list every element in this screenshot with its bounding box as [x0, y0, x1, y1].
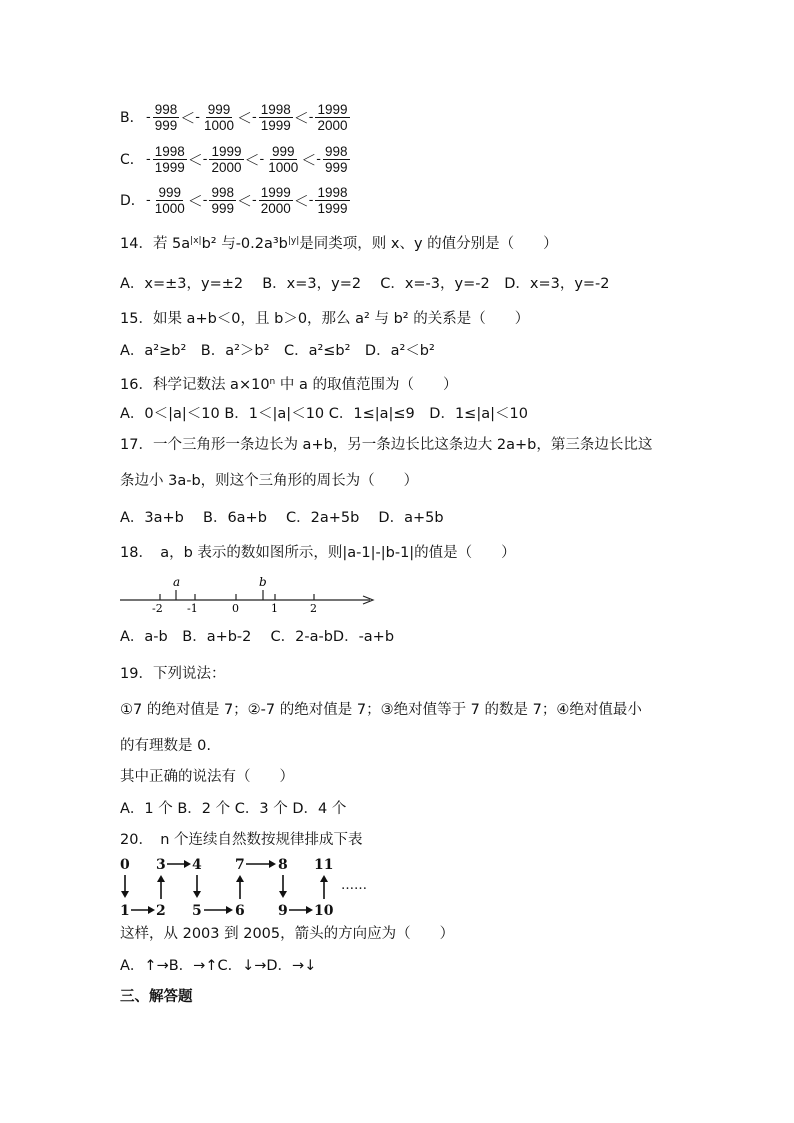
fraction: $\frac{1998}{1999}$: [317, 184, 348, 216]
q18-stem: 18． a，b 表示的数如图所示，则|a-1|-|b-1|的值是（ ）: [120, 545, 516, 561]
fraction: $\frac{999}{1000}$: [154, 184, 185, 216]
table-number: 3: [156, 857, 166, 873]
q20-stem: 20． n 个连续自然数按规律排成下表: [120, 832, 363, 848]
fraction: $\frac{1999}{2000}$: [317, 101, 348, 133]
q14-stem: 14．若 $5a^{|x|}b^2$ 与$-0.2a^3b^{|y|}$是同类项，则 x、y 的值分别是（ ）: [120, 236, 558, 252]
arrow-table: [116, 853, 386, 919]
q13-option-b: B． - $\frac{998}{999}$ ＜ - $\frac{999}{1000}$ ＜ - $\frac{1998}{1999}$ ＜ - $\frac{1999}{2000}$: [120, 101, 348, 133]
tick-label: 1: [271, 602, 278, 614]
table-number: 1: [120, 903, 130, 919]
table-number: 11: [314, 857, 334, 873]
fraction: $\frac{1998}{1999}$: [260, 101, 291, 133]
table-number: 6: [235, 903, 245, 919]
fraction: $\frac{999}{1000}$: [268, 143, 299, 175]
fraction: $\frac{998}{999}$: [154, 101, 178, 133]
option-label: B．: [120, 110, 144, 126]
point-a-label: a: [173, 575, 181, 589]
q20-options: A．↑→B．→↑C．↓→D．→↓: [120, 958, 317, 974]
table-number: 10: [314, 903, 334, 919]
q17-line2: 条边小 3a-b，则这个三角形的周长为（ ）: [120, 473, 419, 489]
table-number: 8: [278, 857, 288, 873]
fraction: $\frac{1999}{2000}$: [260, 184, 291, 216]
fraction: $\frac{1998}{1999}$: [154, 143, 185, 175]
q20-line1: 这样，从 2003 到 2005，箭头的方向应为（ ）: [120, 926, 455, 942]
table-number: 9: [278, 903, 288, 919]
q17-options: A．3a+b B．6a+b C．2a+5b D．a+5b: [120, 510, 444, 526]
point-b-label: b: [259, 575, 267, 589]
option-label: D．: [120, 193, 145, 209]
q16-stem: 16．科学记数法 $a\times 10^n$ 中 a 的取值范围为（ ）: [120, 377, 458, 393]
table-number: 5: [192, 903, 202, 919]
tick-label: 2: [310, 602, 317, 614]
q19-line2: 的有理数是 0.: [120, 738, 211, 754]
table-number: 7: [235, 857, 245, 873]
q16-options: A．0＜|a|＜10 B．1＜|a|＜10 C．1≤|a|≤9 D．1≤|a|＜10: [120, 406, 528, 422]
q19-line3: 其中正确的说法有（ ）: [120, 769, 294, 785]
q14-options: A．x=±3，y=±2 B．x=3，y=2 C．x=-3，y=-2 D．x=3，y=-2: [120, 276, 610, 292]
tick-label: -2: [152, 602, 163, 614]
q13-option-c: C． - $\frac{1998}{1999}$ ＜ - $\frac{1999}{2000}$ ＜ - $\frac{999}{1000}$ ＜ - $\frac{998}{999}$: [120, 143, 348, 175]
arrow-table-figure: [116, 853, 386, 923]
ellipsis: ……: [341, 878, 367, 893]
q19-line1: ①7 的绝对值是 7；②-7 的绝对值是 7；③绝对值等于 7 的数是 7；④绝对值最小: [120, 702, 642, 718]
q18-options: A．a-b B．a+b-2 C．2-a-bD．-a+b: [120, 629, 395, 645]
table-number: 2: [156, 903, 166, 919]
section-heading: 三、解答题: [120, 989, 193, 1005]
q13-option-d: D． - $\frac{999}{1000}$ ＜ - $\frac{998}{999}$ ＜ - $\frac{1999}{2000}$ ＜ - $\frac{1998}{1999}$: [120, 184, 348, 216]
fraction: $\frac{1999}{2000}$: [211, 143, 242, 175]
tick-label: -1: [187, 602, 198, 614]
q15-options: A．a²≥b² B．a²＞b² C．a²≤b² D．a²＜b²: [120, 343, 435, 359]
q15-stem: 15．如果 a+b＜0，且 b＞0，那么 a² 与 b² 的关系是（ ）: [120, 311, 530, 327]
option-label: C．: [120, 152, 144, 168]
table-number: 0: [120, 857, 130, 873]
table-number: 4: [192, 857, 202, 873]
number-line: [118, 572, 383, 614]
tick-label: 0: [232, 602, 239, 614]
fraction: $\frac{999}{1000}$: [203, 101, 234, 133]
q17-line1: 17．一个三角形一条边长为 a+b，另一条边长比这条边大 2a+b，第三条边长比这: [120, 437, 653, 453]
fraction: $\frac{998}{999}$: [211, 184, 234, 216]
q19-options: A．1 个 B．2 个 C．3 个 D．4 个: [120, 801, 347, 817]
fraction: $\frac{998}{999}$: [325, 143, 348, 175]
q19-stem: 19．下列说法：: [120, 666, 226, 682]
number-line-figure: [118, 572, 383, 618]
